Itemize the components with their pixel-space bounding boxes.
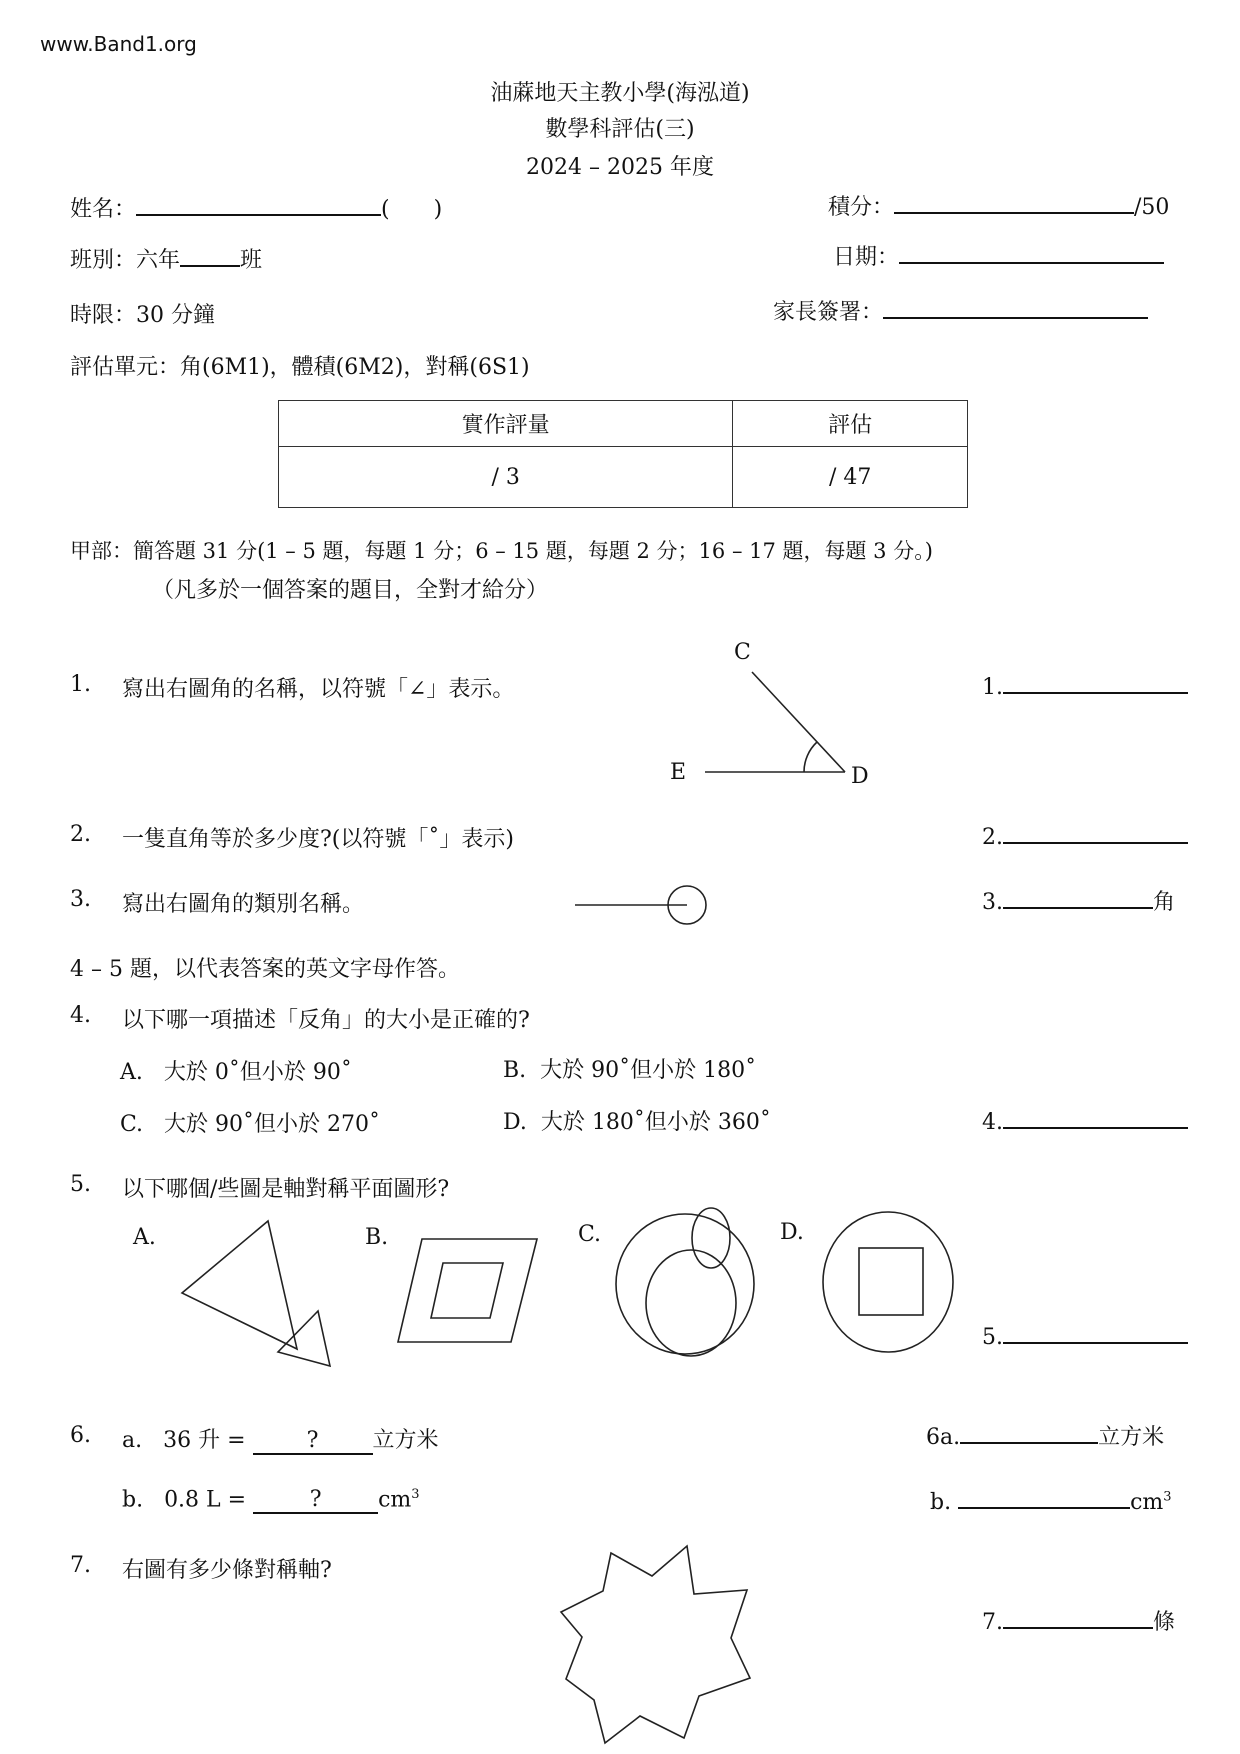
q3-unit: 角 <box>1153 890 1176 915</box>
q2-number: 2. <box>70 822 91 847</box>
name-label: 姓名： <box>70 197 137 222</box>
option-letter: A. <box>120 1060 143 1085</box>
q3-straight-angle-figure <box>575 886 706 924</box>
assessment-score: / 47 <box>733 447 968 508</box>
q6b-blank: ? <box>253 1487 378 1514</box>
q1-angle-figure <box>705 672 845 772</box>
q6b-answer-sup: 3 <box>1163 1489 1172 1505</box>
q7-number: 7. <box>70 1553 91 1578</box>
q6a-answer-label: 6a. <box>926 1425 961 1450</box>
class-number-paren: ( ) <box>381 197 443 222</box>
q5-text: 以下哪個/些圖是軸對稱平面圖形? <box>122 1177 450 1202</box>
q6b-sup: 3 <box>411 1487 420 1502</box>
q4-number: 4. <box>70 1003 91 1028</box>
sign-label: 家長簽署： <box>773 300 884 325</box>
q3-answer-label: 3. <box>982 890 1003 915</box>
q5-answer-label: 5. <box>982 1325 1003 1350</box>
q4-text: 以下哪一項描述「反角」的大小是正確的? <box>122 1008 530 1033</box>
section-title: 甲部：簡答題 31 分(1 – 5 題，每題 1 分；6 – 15 題，每題 2 分；16 – 17 題，每題 3 分。) <box>70 539 933 563</box>
q6b-unit: cm <box>378 1487 412 1513</box>
label-c: C <box>734 640 751 665</box>
q3-number: 3. <box>70 887 91 912</box>
q6b-label: b. <box>122 1487 144 1513</box>
q6-number: 6. <box>70 1423 91 1448</box>
option-text: 大於 90˚但小於 180˚ <box>540 1058 757 1083</box>
q7-star-figure <box>561 1546 750 1743</box>
q6a-answer-unit: 立方米 <box>1098 1425 1165 1450</box>
q5-label-d: D. <box>780 1220 804 1245</box>
watermark: www.Band1.org <box>40 32 197 56</box>
option-letter: D. <box>503 1110 527 1135</box>
date-label: 日期： <box>833 245 900 270</box>
option-text: 大於 0˚但小於 90˚ <box>163 1060 352 1085</box>
school-name: 油蔴地天主教小學(海泓道) <box>490 81 750 106</box>
option-letter: B. <box>503 1058 527 1083</box>
q7-answer-label: 7. <box>982 1610 1003 1635</box>
class-suffix: 班 <box>240 248 263 273</box>
q2-text: 一隻直角等於多少度?(以符號「˚」表示) <box>122 827 514 852</box>
option-text: 大於 90˚但小於 270˚ <box>164 1112 381 1137</box>
q7-unit: 條 <box>1153 1610 1176 1635</box>
q6a-left: 36 升 = <box>163 1428 246 1453</box>
q1-text: 寫出右圖角的名稱，以符號「∠」表示。 <box>122 677 515 702</box>
q4-answer-label: 4. <box>982 1110 1003 1135</box>
q6a-unit: 立方米 <box>372 1428 439 1453</box>
section-note: （凡多於一個答案的題目，全對才給分） <box>152 578 549 603</box>
q5-shape-d-circle-square <box>823 1212 953 1352</box>
q5-shape-a-triangles <box>182 1221 330 1366</box>
q6b-left: 0.8 L = <box>164 1487 247 1513</box>
q6b-answer-unit: cm <box>1130 1490 1164 1515</box>
time-limit: 時限：30 分鐘 <box>70 303 215 328</box>
header-assessment: 評估 <box>733 401 968 447</box>
label-d: D <box>851 764 869 789</box>
label-e: E <box>670 760 687 785</box>
q1-answer-label: 1. <box>982 675 1003 700</box>
header-practical: 實作評量 <box>279 401 733 447</box>
q5-shape-b-parallelograms <box>398 1239 537 1342</box>
class-label: 班別：六年 <box>70 248 181 273</box>
q6a-blank: ? <box>253 1428 373 1455</box>
q3-text: 寫出右圖角的類別名稱。 <box>122 892 365 917</box>
q6a-label: a. <box>122 1428 143 1453</box>
school-year: 2024 – 2025 年度 <box>526 155 714 180</box>
q1-number: 1. <box>70 672 91 697</box>
assessment-units: 評估單元：角(6M1)，體積(6M2)，對稱(6S1) <box>70 355 530 380</box>
score-total: /50 <box>1134 195 1170 220</box>
subject-title: 數學科評估(三) <box>545 117 695 142</box>
q7-text: 右圖有多少條對稱軸? <box>122 1558 332 1583</box>
q5-label-c: C. <box>578 1222 602 1247</box>
q2-answer-label: 2. <box>982 825 1003 850</box>
q5-label-b: B. <box>365 1225 389 1250</box>
option-letter: C. <box>120 1112 144 1137</box>
q6b-answer-label: b. <box>930 1490 952 1515</box>
q5-label-a: A. <box>133 1225 156 1250</box>
option-text: 大於 180˚但小於 360˚ <box>540 1110 771 1135</box>
q5-number: 5. <box>70 1172 91 1197</box>
q5-shape-c-circles <box>616 1208 754 1356</box>
q45-note: 4 – 5 題，以代表答案的英文字母作答。 <box>70 957 460 982</box>
score-label: 積分： <box>828 195 895 220</box>
practical-score: / 3 <box>279 447 733 508</box>
